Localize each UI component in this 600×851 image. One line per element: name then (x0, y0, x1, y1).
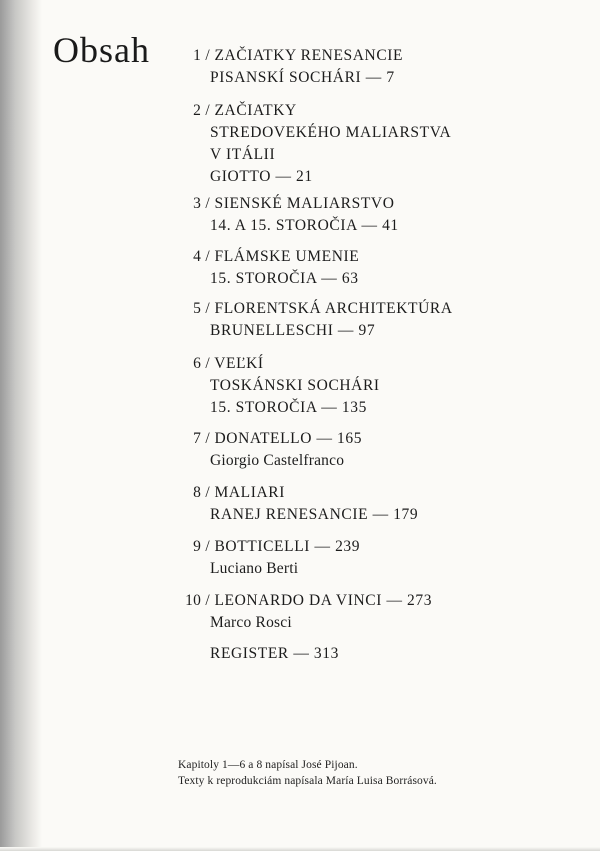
toc-entry-line: V ITÁLII (210, 146, 276, 163)
page-binding-shadow (0, 0, 42, 851)
toc-entry-1 (168, 45, 403, 89)
credits-line: Kapitoly 1—6 a 8 napísal José Pijoan. (178, 759, 358, 771)
toc-entry-line: ZAČIATKY (214, 102, 297, 119)
toc-entry-line: 14. A 15. STOROČIA — 41 (210, 217, 399, 234)
toc-entry-author: Marco Rosci (210, 614, 292, 631)
toc-entry-number: 10 / (185, 592, 210, 609)
toc-entry-line: ZAČIATKY RENESANCIE (214, 47, 404, 64)
toc-entry-6 (168, 353, 380, 419)
toc-entry-number: 7 / (193, 430, 210, 447)
toc-entry-4 (168, 246, 359, 290)
toc-entry-number: 3 / (193, 195, 210, 212)
toc-entry-line: STREDOVEKÉHO MALIARSTVA (210, 124, 452, 141)
page-title: Obsah (53, 30, 150, 70)
toc-entry-register (168, 643, 339, 665)
toc-entry-7 (168, 428, 362, 472)
credits-note (178, 757, 437, 789)
toc-entry-author: Luciano Berti (210, 560, 299, 577)
toc-entry-line: SIENSKÉ MALIARSTVO (214, 195, 395, 212)
toc-entry-10 (168, 590, 432, 634)
toc-entry-line: MALIARI (214, 484, 285, 501)
toc-entry-author: Giorgio Castelfranco (210, 452, 345, 469)
toc-entry-line: BRUNELLESCHI — 97 (210, 322, 376, 339)
page-bottom-edge (0, 847, 600, 851)
toc-entry-number: 5 / (193, 300, 210, 317)
toc-entry-number: 6 / (193, 355, 210, 372)
toc-entry-number: 1 / (193, 47, 210, 64)
toc-entry-number: 4 / (193, 248, 210, 265)
toc-entry-8 (168, 482, 418, 526)
toc-entry-9 (168, 536, 360, 580)
toc-entry-line: TOSKÁNSKI SOCHÁRI (210, 377, 380, 394)
toc-entry-2 (168, 100, 451, 188)
toc-entry-line: DONATELLO — 165 (214, 430, 363, 447)
toc-entry-line: 15. STOROČIA — 135 (210, 399, 367, 416)
toc-entry-line: RANEJ RENESANCIE — 179 (210, 506, 419, 523)
toc-entry-line: PISANSKÍ SOCHÁRI — 7 (210, 69, 395, 86)
toc-entry-3 (168, 193, 399, 237)
toc-entry-number: 9 / (193, 538, 210, 555)
toc-entry-line: VEĽKÍ (214, 355, 264, 372)
toc-entry-line: BOTTICELLI — 239 (214, 538, 361, 555)
toc-entry-line: 15. STOROČIA — 63 (210, 270, 359, 287)
toc-entry-5 (168, 298, 453, 342)
toc-entry-line: GIOTTO — 21 (210, 168, 313, 185)
toc-entry-line: FLORENTSKÁ ARCHITEKTÚRA (214, 300, 453, 317)
toc-entry-number: 2 / (193, 102, 210, 119)
toc-entry-line: LEONARDO DA VINCI — 273 (214, 592, 433, 609)
credits-line: Texty k reprodukciám napísala María Luisa Borrásová. (178, 775, 437, 787)
toc-entry-number: 8 / (193, 484, 210, 501)
toc-entry-line: REGISTER — 313 (210, 645, 339, 662)
toc-entry-line: FLÁMSKE UMENIE (214, 248, 360, 265)
